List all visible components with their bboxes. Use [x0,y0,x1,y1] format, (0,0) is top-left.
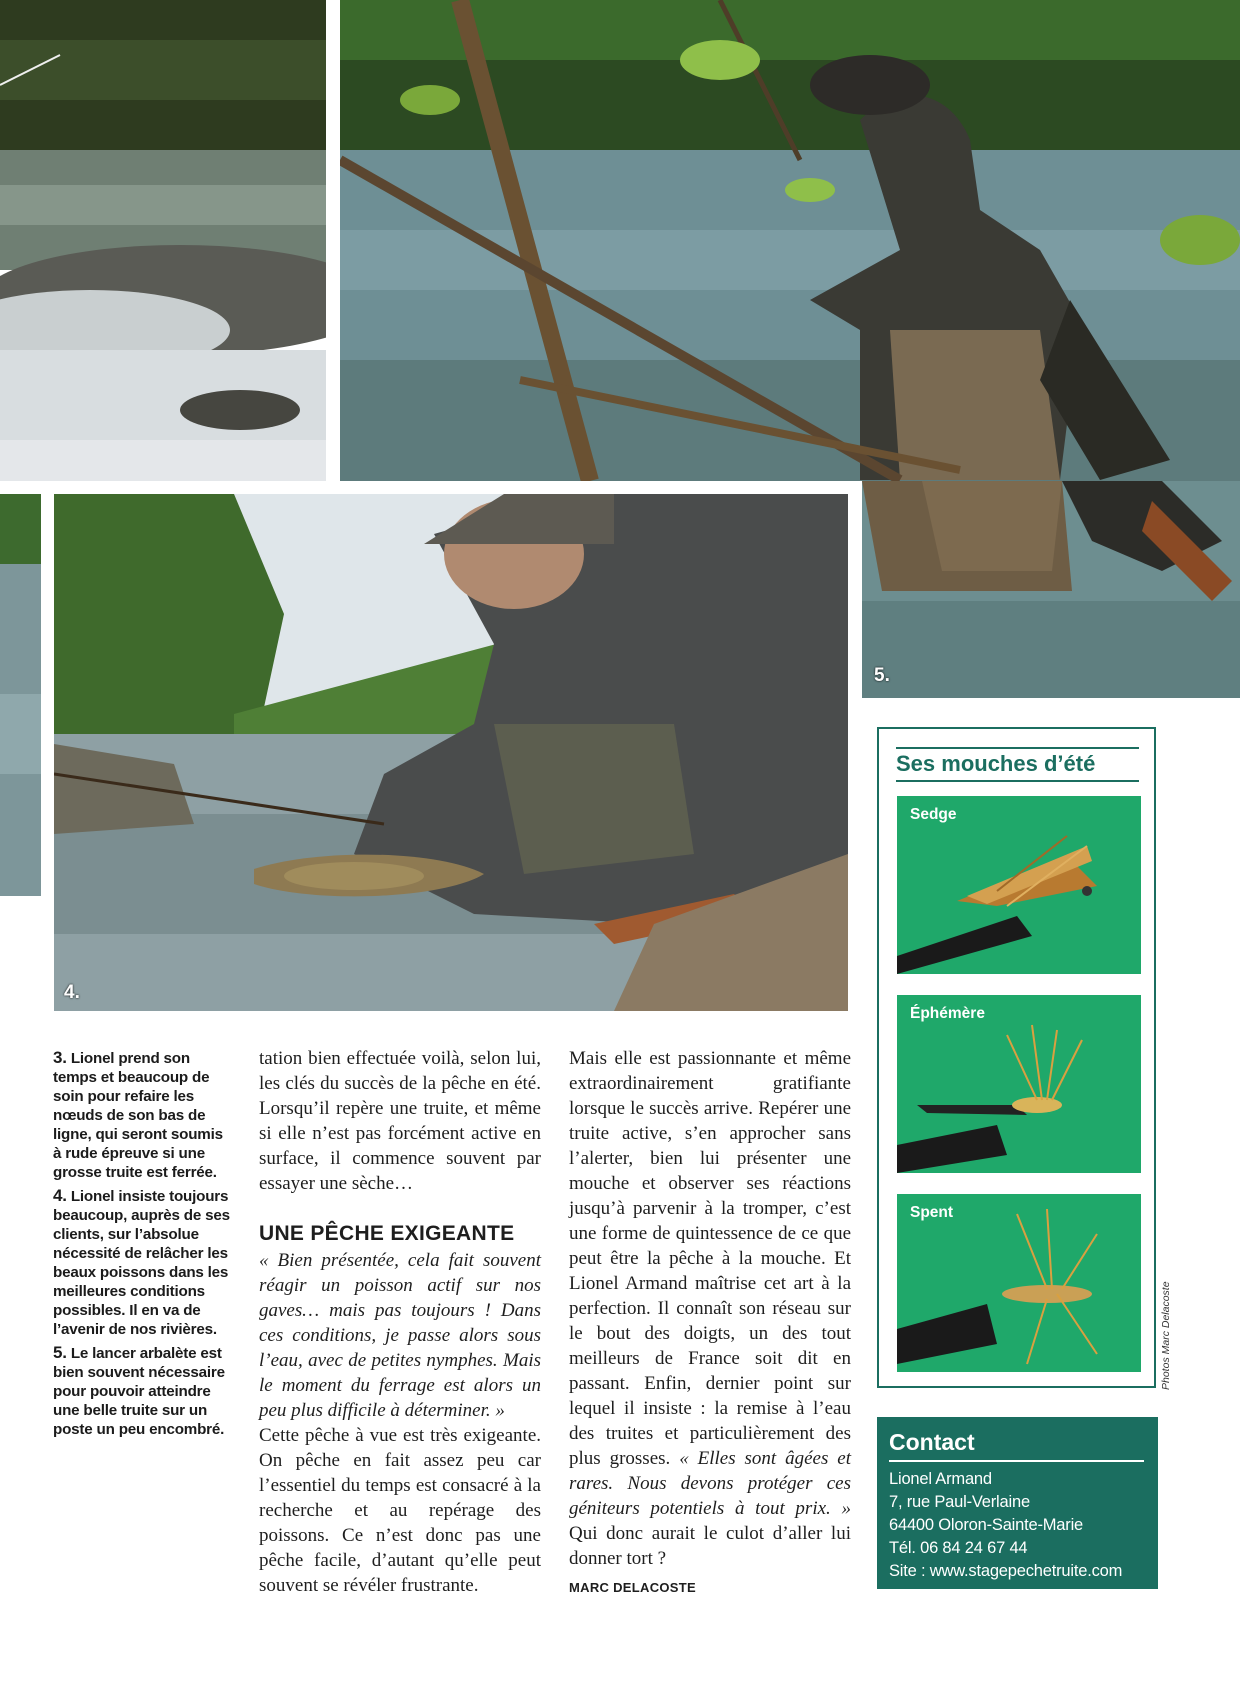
caption-number: 3. [53,1048,67,1067]
author-signature: MARC DELACOSTE [569,1580,696,1595]
contact-name: Lionel Armand [889,1470,992,1488]
photo-river-rapids [0,0,326,481]
fly-sedge [897,796,1141,974]
fly-ephemere [897,995,1141,1173]
photo-angler-branches [340,0,1240,481]
contact-phone: Tél. 06 84 24 67 44 [889,1539,1028,1557]
contact-city: 64400 Oloron-Sainte-Marie [889,1516,1084,1534]
fly-label: Spent [910,1204,954,1221]
contact-website: Site : www.stagepechetruite.com [889,1562,1123,1580]
fly-label: Sedge [910,806,957,823]
caption-text: Lionel insiste toujours beaucoup, auprès de ses clients, sur l’absolue nécessité de relâcher les beaux poissons dans les meilleures conditions possibles. Il en va de l’avenir de nos rivières. [53,1188,230,1338]
photo-angler-net [862,481,1240,698]
caption-text: Lionel prend son temps et beaucoup de soin pour refaire les nœuds de son bas de ligne, qui seront soumis à rude épreuve si une grosse truite est ferrée. [53,1050,223,1181]
captions-column [53,1048,235,1443]
article-paragraph: Cette pêche à vue est très exigeante. On pêche en fait assez peu car l’essentiel du temps est consacré à la recherche et au repérage des poissons. Ce n’est donc pas une pêche facile, d’autant qu’elle peut souvent se révéler frustrante. [259,1425,541,1596]
photo-number-5: 5. [874,665,890,686]
article-quote: « Elles sont âgées et rares. Nous devons protéger ces géniteurs potentiels à tout prix. » [569,1448,851,1519]
article-paragraph [569,1046,851,1571]
article-column-2 [259,1046,541,1598]
article-paragraph: tation bien effectuée voilà, selon lui, les clés du succès de la pêche en été. Lorsqu’il repère une truite, et même si elle n’est pas forcément active en surface, il commence souvent par essayer une sèche… [259,1048,541,1194]
fly-spent [897,1194,1141,1372]
article-quote: « Bien présentée, cela fait souvent réagir un poisson actif sur nos gaves… mais pas toujours ! Dans ces conditions, je passe alors sous l’eau, avec de petites nymphes. Mais le moment du ferrage est alors un peu plus difficile à déterminer. » [259,1250,541,1421]
article-text: Mais elle est passionnante et même extraordinairement gratifiante lorsque le succès arrive. Repérer une truite active, s’en approcher sans l’alerter, bien lui présenter une mouche et observer ses réactions jusqu’à parvenir à la tromper, c’est une forme de quintessence de ce que peut être la pêche à la mouche. Et Lionel Armand maîtrise cet art à la perfection. Il connaît son réseau sur le bout des doigts, un des tout meilleurs de France soit dit en passant. Enfin, dernier point sur lequel il insiste : la remise à l’eau des truites et particulièrement des plus grosses. [569,1048,851,1469]
flies-box-title: Ses mouches d’été [896,747,1139,782]
caption-5 [53,1343,235,1439]
photo-credit: Photos Marc Delacoste [1160,1281,1172,1390]
section-heading: UNE PÊCHE EXIGEANTE [259,1222,515,1245]
caption-number: 4. [53,1186,67,1205]
summer-flies-box [877,727,1156,1388]
article-text: Qui donc aurait le culot d’aller lui donner tort ? [569,1523,851,1569]
caption-text: Le lancer arbalète est bien souvent nécessaire pour pouvoir atteindre une belle truite sur un poste un peu encombré. [53,1345,225,1438]
caption-3 [53,1048,235,1182]
photo-trout-release [54,494,862,1011]
caption-4 [53,1186,235,1339]
photo-river-edge [0,494,41,896]
contact-title: Contact [889,1429,1144,1462]
photo-number-4: 4. [64,982,80,1003]
caption-number: 5. [53,1343,67,1362]
contact-box [877,1417,1158,1589]
article-column-3 [569,1046,851,1600]
fly-label: Éphémère [910,1005,985,1022]
contact-street: 7, rue Paul-Verlaine [889,1493,1030,1511]
